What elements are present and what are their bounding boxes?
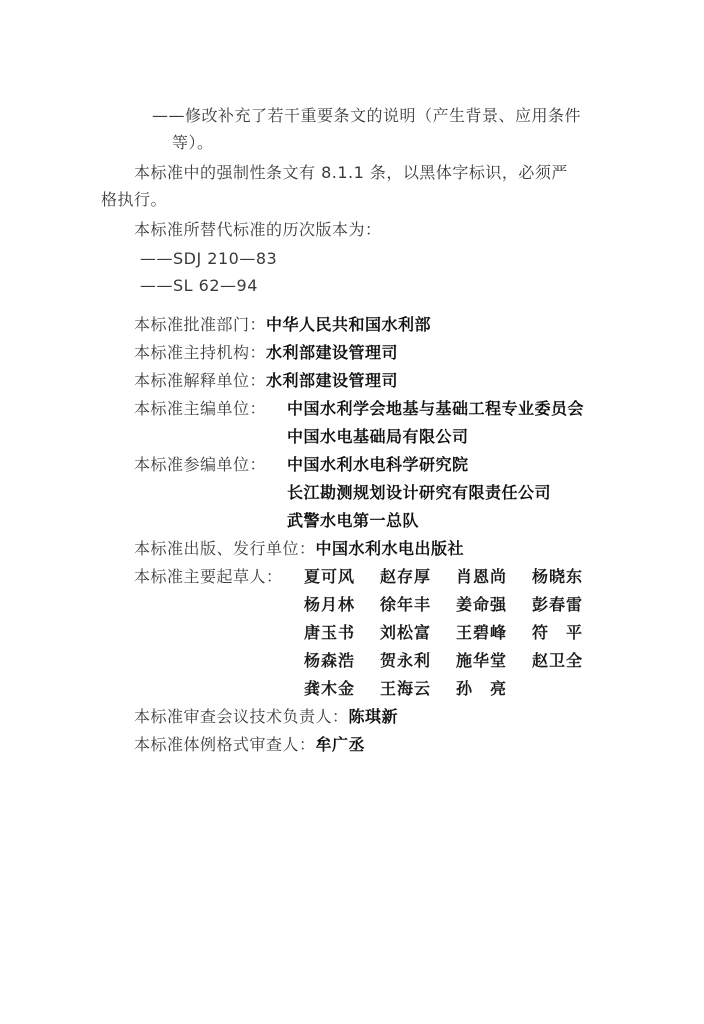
participating-unit-1: 中国水利水电科学研究院: [287, 455, 469, 474]
publisher-label: 本标准出版、发行单位：: [134, 539, 316, 558]
drafter-name: 彭春雷: [532, 595, 584, 614]
drafters-row: [304, 679, 532, 699]
publisher-value: 中国水利水电出版社: [315, 539, 465, 558]
drafter-name: 唐玉书: [304, 623, 356, 642]
drafters-row: [304, 595, 608, 615]
approving-dept-value: 中华人民共和国水利部: [266, 315, 432, 334]
hosting-org-line: [134, 343, 398, 363]
drafters-label: 本标准主要起草人：: [134, 567, 283, 586]
drafter-name: 王碧峰: [456, 623, 508, 642]
format-reviewer-label: 本标准体例格式审查人：: [134, 735, 316, 754]
hosting-org-label: 本标准主持机构：: [134, 343, 267, 362]
approving-dept-line: [134, 315, 431, 335]
intro-line-6: ——SDJ 210—83: [140, 249, 278, 268]
drafter-name: 姜命强: [456, 595, 508, 614]
drafter-name: 刘松富: [380, 623, 432, 642]
intro-line-4: 格执行。: [101, 190, 168, 209]
format-reviewer-line: [134, 735, 365, 755]
drafter-name: 肖恩尚: [456, 567, 508, 586]
intro-line-7: ——SL 62—94: [140, 276, 258, 295]
interpreting-unit-value: 水利部建设管理司: [266, 371, 399, 390]
drafter-name: 杨月林: [304, 595, 356, 614]
drafter-name: 龚木金: [304, 679, 356, 698]
participating-label: 本标准参编单位：: [134, 455, 267, 474]
interpreting-unit-label: 本标准解释单位：: [134, 371, 267, 390]
hosting-org-value: 水利部建设管理司: [266, 343, 399, 362]
format-reviewer-value: 牟广丞: [315, 735, 366, 754]
chief-editor-unit-2: 中国水电基础局有限公司: [287, 427, 469, 446]
drafter-name: 施华堂: [456, 651, 508, 670]
drafter-name: 符 平: [532, 623, 584, 642]
drafter-name: 贺永利: [380, 651, 432, 670]
participating-unit-3: 武警水电第一总队: [287, 511, 420, 530]
review-lead-value: 陈琪新: [348, 707, 399, 726]
intro-line-2: 等）。: [172, 133, 214, 152]
drafter-name: 孙 亮: [456, 679, 508, 698]
drafter-name: 徐年丰: [380, 595, 432, 614]
drafter-name: 赵卫全: [532, 651, 584, 670]
approving-dept-label: 本标准批准部门：: [134, 315, 267, 334]
chief-editor-unit-1: 中国水利学会地基与基础工程专业委员会: [287, 399, 585, 418]
drafter-name: 赵存厚: [380, 567, 432, 586]
drafter-name: 杨森浩: [304, 651, 356, 670]
review-lead-label: 本标准审查会议技术负责人：: [134, 707, 349, 726]
intro-line-5: 本标准所替代标准的历次版本为：: [134, 220, 382, 239]
chief-editor-label: 本标准主编单位：: [134, 399, 267, 418]
drafter-name: 杨晓东: [532, 567, 584, 586]
drafter-name: 王海云: [380, 679, 432, 698]
drafters-row: [304, 623, 608, 643]
participating-unit-2: 长江勘测规划设计研究有限责任公司: [287, 483, 552, 502]
interpreting-unit-line: [134, 371, 398, 391]
intro-line-1: ——修改补充了若干重要条文的说明（产生背景、应用条件: [152, 106, 582, 125]
drafter-name: 夏可风: [304, 567, 356, 586]
review-lead-line: [134, 707, 398, 727]
drafters-row: [304, 567, 608, 587]
intro-line-3: 本标准中的强制性条文有 8.1.1 条，以黑体字标识，必须严: [134, 163, 568, 182]
publisher-line: [134, 539, 464, 559]
drafters-row: [304, 651, 608, 671]
